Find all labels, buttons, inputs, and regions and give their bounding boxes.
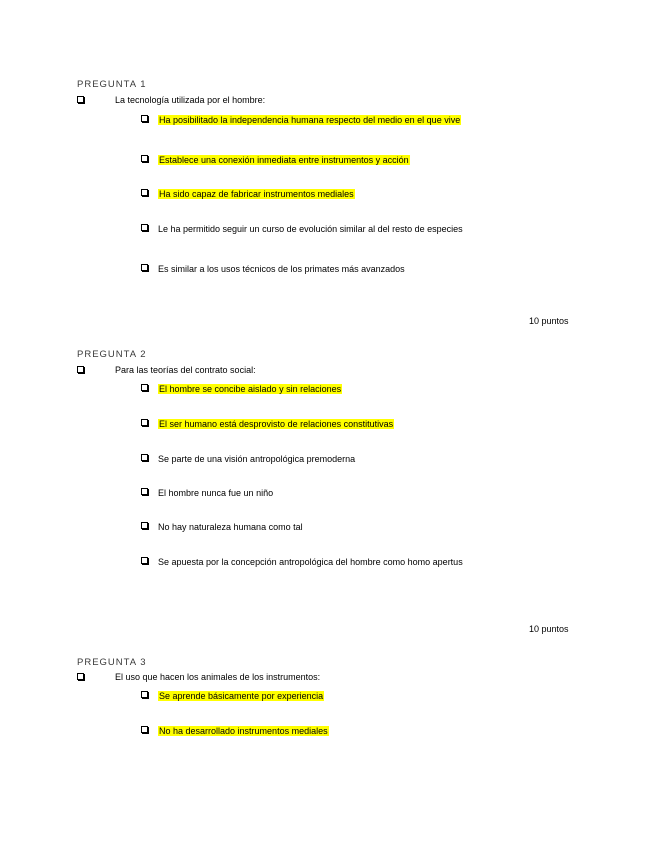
checkbox-icon[interactable] bbox=[141, 189, 148, 196]
answer-option[interactable] bbox=[141, 154, 481, 167]
checkbox-icon[interactable] bbox=[141, 454, 148, 461]
answer-option[interactable] bbox=[141, 453, 481, 466]
checkbox-icon[interactable] bbox=[141, 691, 148, 698]
answer-option[interactable] bbox=[141, 383, 481, 396]
answer-text: No hay naturaleza humana como tal bbox=[158, 522, 303, 532]
question-stem-text: La tecnología utilizada por el hombre: bbox=[115, 95, 266, 105]
answer-text: Se aprende básicamente por experiencia bbox=[159, 691, 324, 701]
answer-option[interactable] bbox=[141, 521, 481, 534]
answer-option[interactable] bbox=[141, 556, 481, 569]
checkbox-icon[interactable] bbox=[141, 419, 148, 426]
answer-text: No ha desarrollado instrumentos mediales bbox=[159, 726, 328, 736]
checkbox-icon[interactable] bbox=[141, 155, 148, 162]
answer-text: El hombre se concibe aislado y sin relaciones bbox=[159, 384, 342, 394]
answer-option[interactable] bbox=[141, 725, 481, 738]
checkbox-icon[interactable] bbox=[141, 384, 148, 391]
answer-text: Es similar a los usos técnicos de los primates más avanzados bbox=[158, 264, 405, 274]
answer-option[interactable] bbox=[141, 188, 481, 201]
checkbox-icon[interactable] bbox=[141, 557, 148, 564]
answer-text: Establece una conexión inmediata entre instrumentos y acción bbox=[159, 155, 409, 165]
points-label: 10 puntos bbox=[529, 316, 569, 326]
answer-text: Ha sido capaz de fabricar instrumentos mediales bbox=[159, 189, 354, 199]
checkbox-icon[interactable] bbox=[141, 488, 148, 495]
answer-option[interactable] bbox=[141, 418, 481, 431]
square-bullet-icon bbox=[77, 96, 84, 103]
answer-text: Le ha permitido seguir un curso de evolución similar al del resto de especies bbox=[158, 224, 463, 234]
answer-option[interactable] bbox=[141, 223, 481, 236]
answer-option[interactable] bbox=[141, 487, 481, 500]
answer-text: El ser humano está desprovisto de relaciones constitutivas bbox=[159, 419, 394, 429]
square-bullet-icon bbox=[77, 673, 84, 680]
answer-text: Se apuesta por la concepción antropológica del hombre como homo apertus bbox=[158, 557, 463, 567]
checkbox-icon[interactable] bbox=[141, 224, 148, 231]
checkbox-icon[interactable] bbox=[141, 115, 148, 122]
question-stem-text: El uso que hacen los animales de los instrumentos: bbox=[115, 672, 321, 682]
answer-text: Se parte de una visión antropológica premoderna bbox=[158, 454, 356, 464]
points-label: 10 puntos bbox=[529, 624, 569, 634]
square-bullet-icon bbox=[77, 366, 84, 373]
question-label: PREGUNTA 3 bbox=[77, 657, 147, 668]
question-label: PREGUNTA 1 bbox=[77, 79, 147, 90]
question-stem-text: Para las teorías del contrato social: bbox=[115, 365, 256, 375]
checkbox-icon[interactable] bbox=[141, 264, 148, 271]
answer-option[interactable] bbox=[141, 263, 481, 276]
answer-option[interactable] bbox=[141, 114, 481, 127]
checkbox-icon[interactable] bbox=[141, 522, 148, 529]
checkbox-icon[interactable] bbox=[141, 726, 148, 733]
answer-text: Ha posibilitado la independencia humana respecto del medio en el que vive bbox=[159, 115, 461, 125]
answer-option[interactable] bbox=[141, 690, 481, 703]
answer-text: El hombre nunca fue un niño bbox=[158, 488, 274, 498]
question-label: PREGUNTA 2 bbox=[77, 349, 147, 360]
